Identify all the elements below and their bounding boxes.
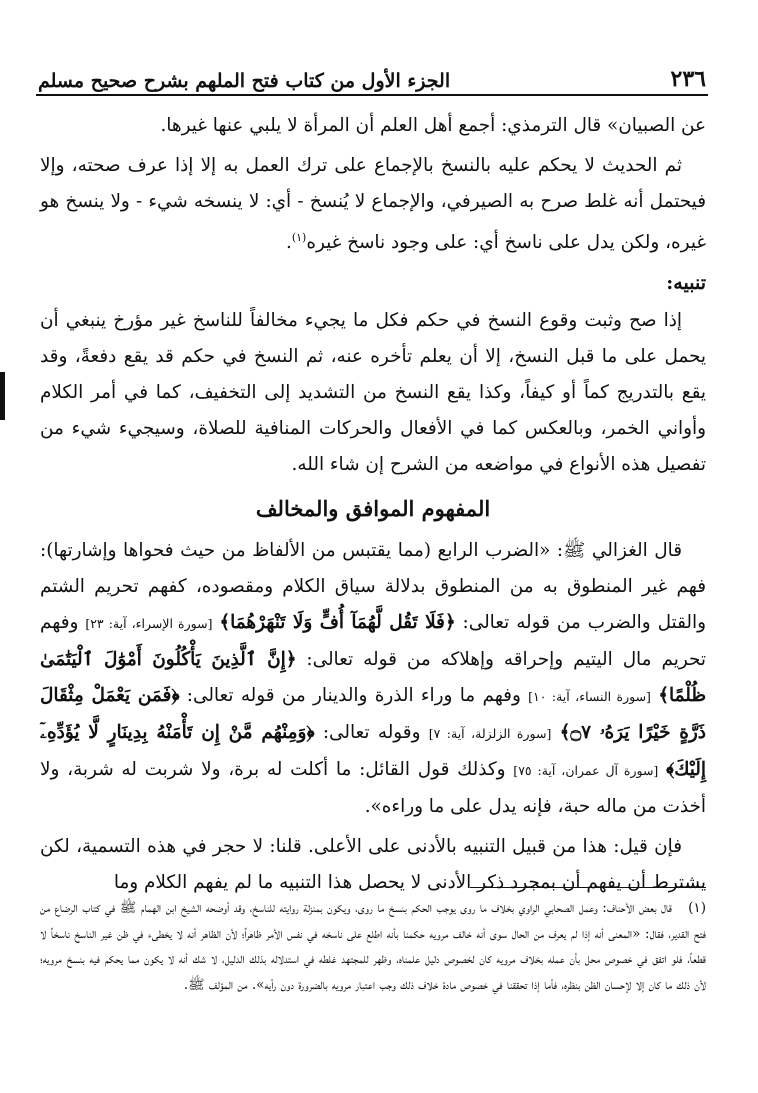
header-rule	[36, 94, 708, 96]
verse-ref-1: [سورة الإسراء، آية: ٢٣]	[85, 616, 213, 632]
paragraph-4-part-3: وفهم ما وراء الذرة والدينار من قوله تعالى:	[179, 685, 529, 707]
footnote-1	[40, 896, 706, 998]
paragraph-4	[40, 533, 706, 825]
quran-verse-4: ﴿وَمِنْهُم مَّنْ إِن تَأْمَنْهُ بِدِينَارٍ لَّا يُؤَدِّهِۦٓ إِلَيْكَ﴾	[40, 722, 706, 781]
paragraph-4-part-5: وكذلك قول القائل: ما أكلت له برة، ولا شربت له شربة، ولا أخذت من ماله حبة، فإنه يدل على ما وراءه».	[40, 759, 706, 818]
running-title: الجزء الأول من كتاب فتح الملهم بشرح صحيح مسلم	[38, 70, 451, 92]
paragraph-4-part-2: وفهم تحريم مال اليتيم وإحراقه وإهلاكه من قوله تعالى:	[40, 612, 706, 671]
quran-verse-1: ﴿فَلَا تَقُل لَّهُمَآ أُفٍّ وَلَا تَنْهَرْهُمَا﴾	[219, 612, 456, 634]
quran-verse-3: ﴿فَمَن يَعْمَلْ مِثْقَالَ ذَرَّةٍ خَيْرًا يَرَهُۥ ۝٧﴾	[40, 685, 706, 744]
verse-ref-2: [سورة النساء، آية: ١٠]	[528, 689, 651, 705]
paragraph-2-end: .	[285, 232, 292, 254]
paragraph-1: عن الصبيان» قال الترمذي: أجمع أهل العلم أن المرأة لا يلبي عنها غيرها.	[160, 115, 706, 136]
scan-edge-mark	[0, 372, 5, 420]
footnote-1-text: قال بعض الأحناف: وعمل الصحابي الراوي بخلاف ما روى يوجب الحكم بنسخ ما روى، ويكون بمنزلة روايته للناسخ، وقد أوضحه الشيخ ابن الهمام ﷺ في كتاب الرضاع من فتح القدير، فقال: «المعنى أنه إذا لم يعرف من الحال سوى أنه خالف مرويه حكمنا بأنه اطلع على ناسخه في نفس الأمر ظاهراً؛ لأن الظاهر أنه لا يخطىء في ظن غير الناسخ ناسخاً لا قطعاً، فلو اتفق في خصوص محل بأن عمله بخلاف مرويه كان لخصوص دليل علمناه، وظهر للمجتهد غلطه في استدلاله بذلك الدليل، لا شك أنه لا يكون مما يحكم فيه بنسخ مرويه؛ لأن ذلك ما كان إلا لإحسان الظن بنظره، فأما إذا تحققنا في خصوص مادة خلاف ذلك وجب اعتبار مرويه بالضرورة دون رأيه». من المؤلف ﷺ.	[40, 900, 706, 993]
footnote-rule	[470, 887, 706, 888]
verse-ref-3: [سورة الزلزلة، آية: ٧]	[428, 726, 552, 742]
section-heading: المفهوم الموافق والمخالف	[255, 496, 491, 522]
paragraph-4-part-4: وقوله تعالى:	[314, 722, 429, 744]
footnote-marker: (١)	[291, 231, 307, 244]
footnotes	[40, 896, 706, 998]
page-number: ٢٣٦	[670, 66, 706, 92]
footnote-1-number: (١)	[688, 900, 706, 916]
paragraph-2	[40, 148, 706, 261]
quran-verse-2: ﴿إِنَّ ٱلَّذِينَ يَأْكُلُونَ أَمْوَٰلَ ٱلْيَتَٰمَىٰ ظُلْمًا﴾	[40, 649, 706, 707]
tanbih-heading: تنبيه:	[666, 272, 706, 295]
paragraph-2-text: ثم الحديث لا يحكم عليه بالنسخ بالإجماع على ترك العمل به إلا إذا عرف صحته، وإلا فيحتمل أنه غلط صرح به الصيرفي، والإجماع لا يُنسخ - أي: لا ينسخه شيء - ولا ينسخ هو غيره، ولكن يدل على ناسخ أي: على وجود ناسخ غيره	[40, 155, 706, 254]
paragraph-3: إذا صح وثبت وقوع النسخ في حكم فكل ما يجيء مخالفاً للناسخ غير مؤرخ ينبغي أن يحمل على ما قبل النسخ، إلا أن يعلم تأخره عنه، ثم النسخ في حكم قد يقع دفعةً، وقد يقع بالتدريج كماً أو كيفاً، وكذا يقع النسخ من التشديد إلى التخفيف، كما في أمر الكلام وأواني الخمر، وبالعكس كما في الأفعال والحركات المنافية للصلاة، وسيجيء شيء من تفصيل هذه الأنواع في مواضعه من الشرح إن شاء الله.	[40, 310, 706, 476]
page-header	[38, 58, 706, 92]
verse-ref-4: [سورة آل عمران، آية: ٧٥]	[513, 763, 659, 779]
paragraph-4-part-1: قال الغزالي ﷺ: «الضرب الرابع (مما يقتبس من الألفاظ من حيث فحواها وإشارتها): فهم غير المنطوق به من المنطوق بدلالة سياق الكلام ومقصوده، كفهم تحريم الشتم والقتل والضرب من قوله تعالى:	[40, 540, 706, 634]
paragraph-5: فإن قيل: هذا من قبيل التنبيه بالأدنى على الأعلى. قلنا: لا حجر في هذه التسمية، لكن يشترط أن يفهم أن بمجرد ذكر الأدنى لا يحصل هذا التنبيه ما لم يفهم الكلام وما	[40, 836, 706, 894]
main-text	[40, 108, 706, 905]
